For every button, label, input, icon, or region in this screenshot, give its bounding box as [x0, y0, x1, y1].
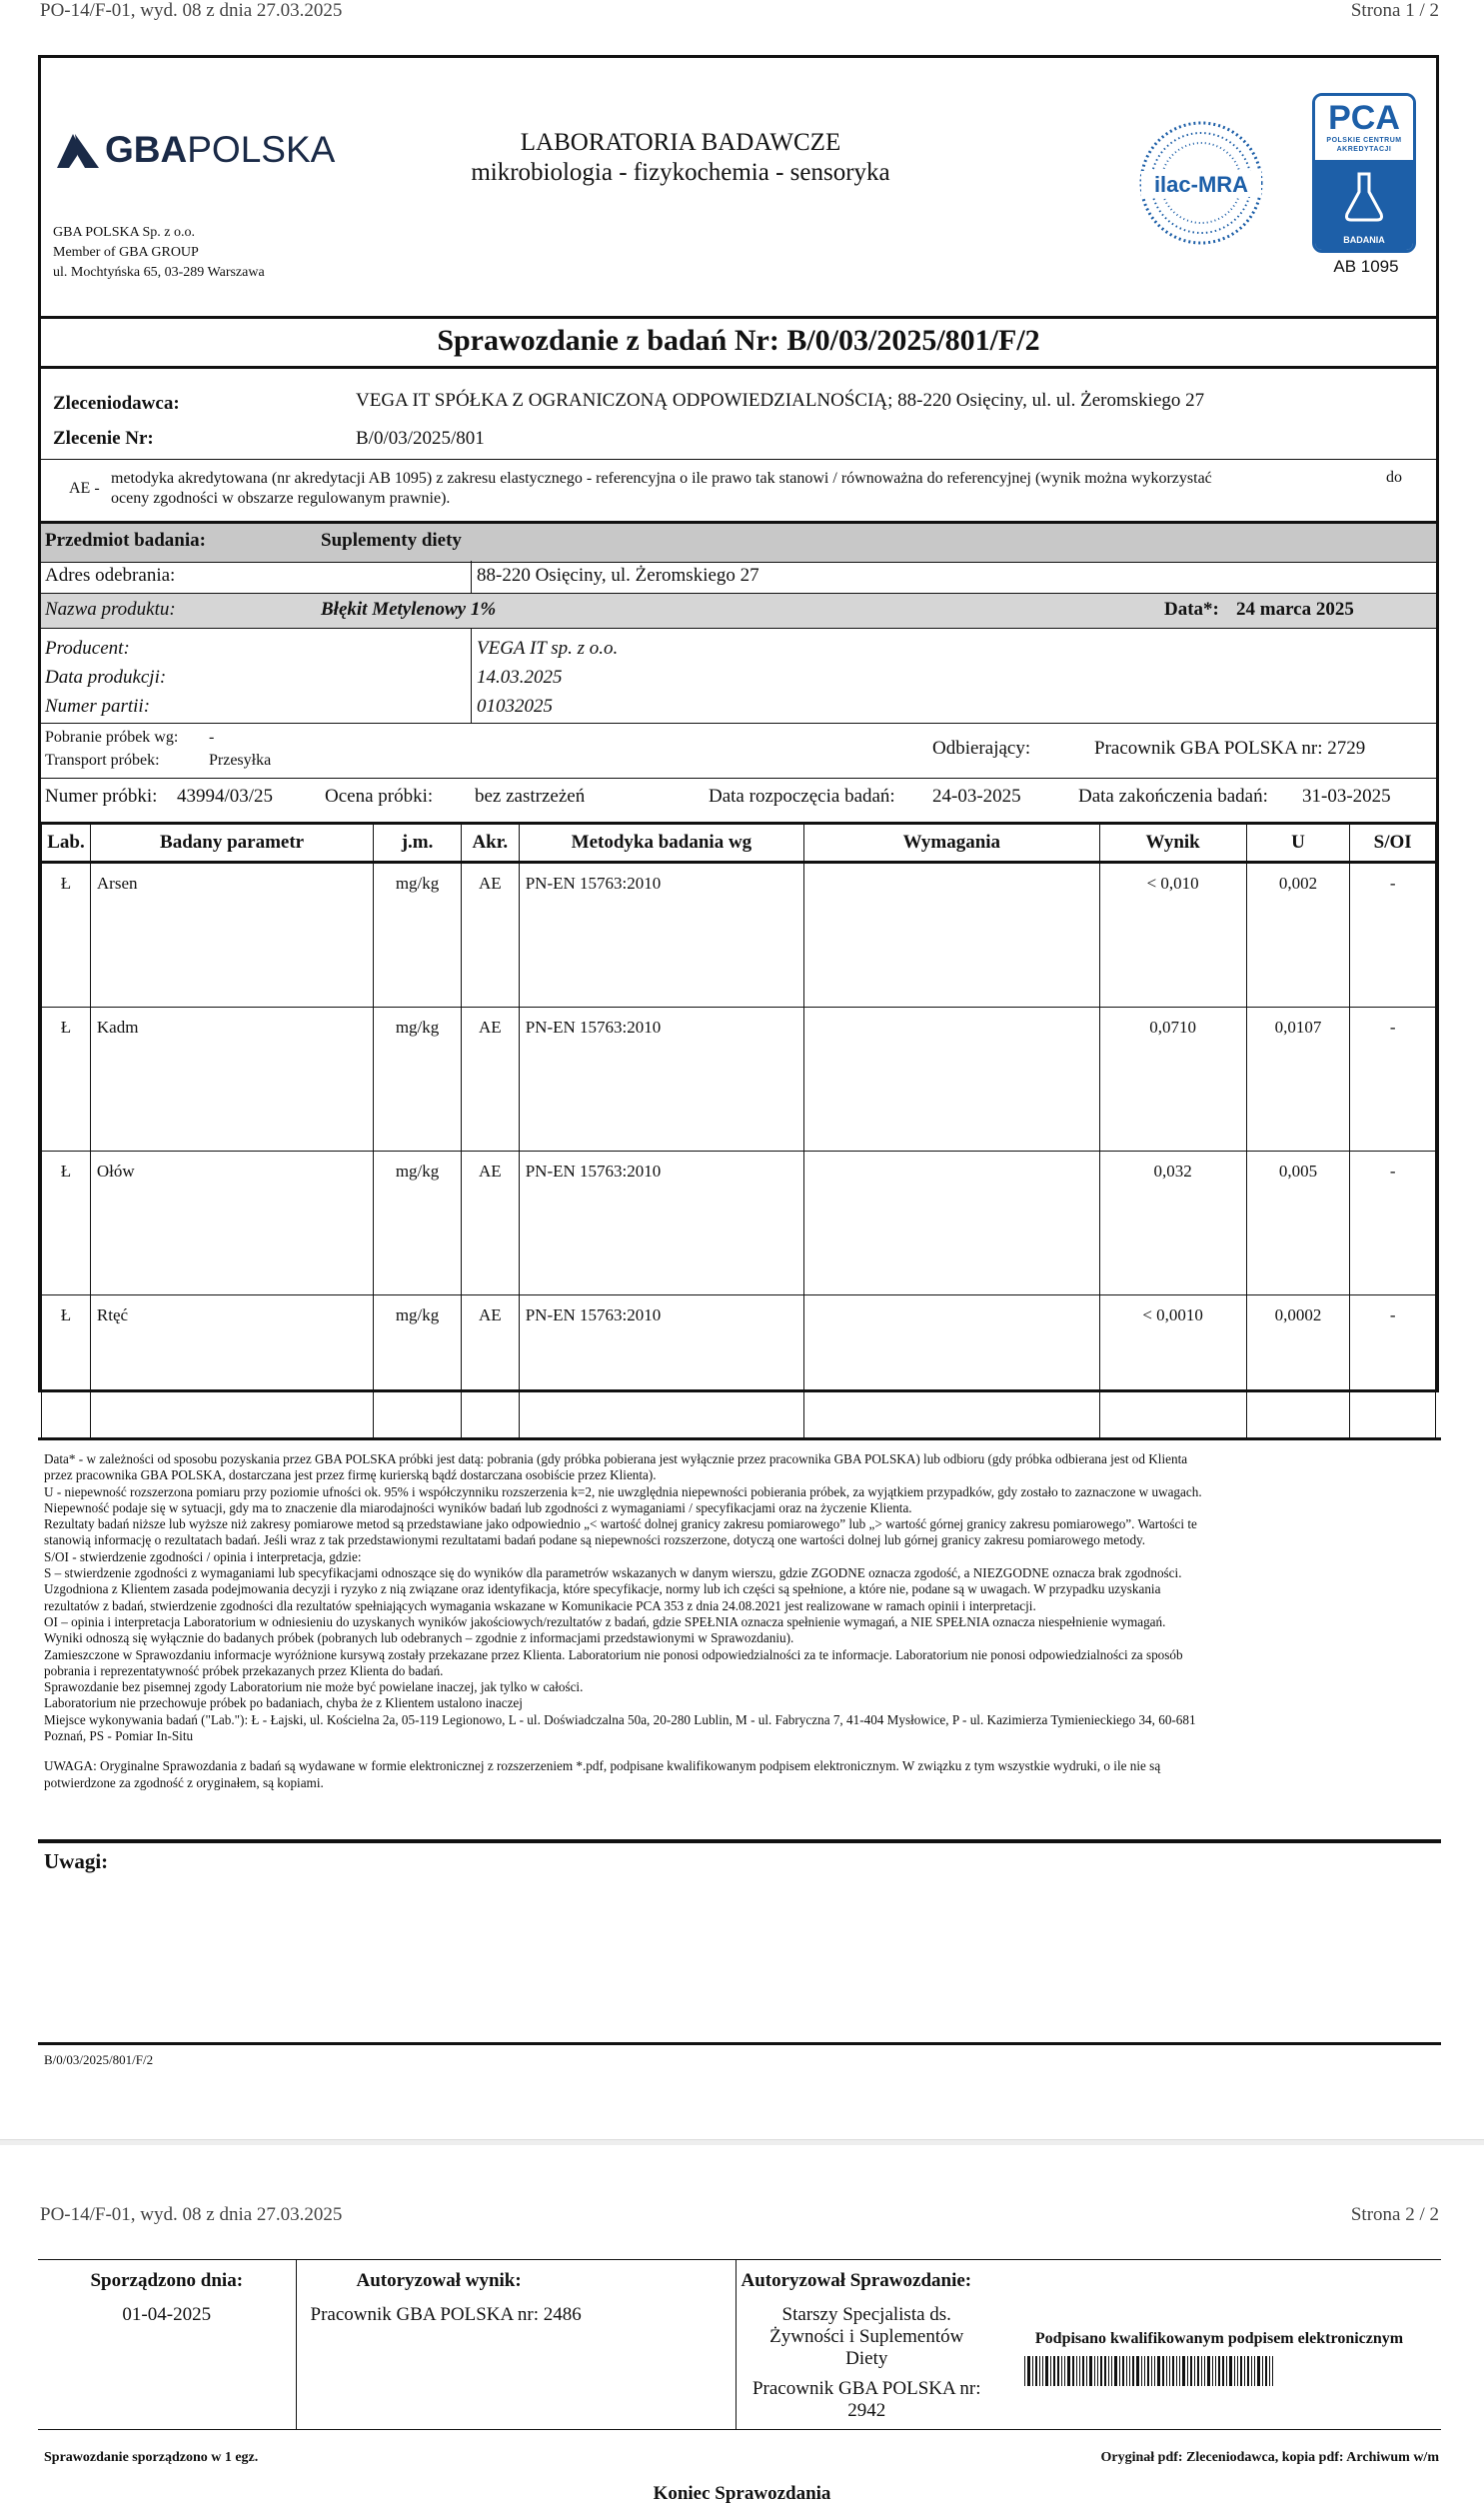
sample-number-label: Numer próbki:	[45, 786, 158, 807]
table-row	[42, 1152, 1436, 1295]
cell-parameter: Rtęć	[90, 1295, 373, 1439]
barcode-bar	[1104, 2356, 1106, 2386]
barcode-bar	[1053, 2356, 1055, 2386]
cell-accreditation: AE	[461, 1295, 519, 1439]
barcode-bar	[1229, 2356, 1232, 2386]
barcode-bar	[1190, 2356, 1192, 2386]
footnote-line: Niepewność podaje się w sytuacji, gdy ma to znaczenie dla miarodajności wyników badań lub zgodności z wymaganiami / specyfikacjami oraz na życzenie Klienta.	[44, 1499, 912, 1515]
ae-do: do	[1386, 469, 1402, 486]
cell-soi: -	[1350, 1008, 1436, 1152]
form-code: PO-14/F-01, wyd. 08 z dnia 27.03.2025	[40, 0, 343, 21]
barcode-bar	[1197, 2356, 1199, 2386]
report-authorizer-role-l3: Diety	[845, 2348, 888, 2369]
footnote-line: rezultatów z badań, stwierdzenie zgodności dla rezultatów spełniających wymagania wskazane w Komunikacie PCA 353 z dnia 24.08.2021 jest realizowane w ramach opinii i interpretacji.	[44, 1597, 1036, 1613]
footnote-line: Laboratorium nie przechowuje próbek po badaniach, chyba że z Klientem ustalono inaczej	[44, 1695, 523, 1711]
barcode-bar	[1032, 2356, 1033, 2386]
company-name: GBA POLSKA Sp. z o.o.	[53, 225, 195, 240]
col-uncertainty: U	[1246, 824, 1350, 863]
barcode-bar	[1097, 2356, 1098, 2386]
end-date-label: Data zakończenia badań:	[1078, 786, 1268, 807]
cell-result: < 0,0010	[1099, 1295, 1246, 1439]
footnote-line: Sprawozdanie bez pisemnej zgody Laboratorium nie może być powielane inaczej, jak tylko w całości.	[44, 1679, 584, 1695]
barcode-bar	[1067, 2356, 1070, 2386]
warning-line1: UWAGA: Oryginalne Sprawozdania z badań są wydawane w formie elektronicznej z rozszerzeniem *.pdf, podpisane kwalifikowanym podpisem elektronicznym. W związku z tym wszystkie wydruki, o ile nie są	[44, 1758, 1161, 1774]
sample-date-label: Data*:	[1164, 599, 1219, 620]
footnote-line: stanowią informację o rezultatach badań. Jeśli wraz z tak przedstawionymi rezultatami badań podane są niepewności rozszerzone, dotyczą one wartości dolnej lub górnej granicy zakresu pomiarowego metody.	[44, 1532, 1146, 1548]
sampling-value: -	[209, 729, 215, 746]
barcode-bar	[1086, 2356, 1087, 2386]
cell-uncertainty: 0,002	[1246, 863, 1350, 1008]
barcode-bar	[1162, 2356, 1164, 2386]
ilac-mra-logo	[1136, 118, 1266, 248]
barcode-bar	[1226, 2356, 1227, 2386]
end-of-report: Koniec Sprawozdania	[653, 2483, 831, 2504]
barcode-bar	[1147, 2356, 1149, 2386]
barcode-bar	[1039, 2356, 1040, 2386]
barcode-bar	[1050, 2356, 1051, 2386]
start-date-label: Data rozpoczęcia badań:	[709, 786, 895, 807]
client-label: Zleceniodawca:	[53, 393, 180, 414]
client-value: VEGA IT SPÓŁKA Z OGRANICZONĄ ODPOWIEDZIALNOŚCIĄ; 88-220 Osięciny, ul. ul. Żeromskiego 27	[356, 390, 1205, 411]
original-note: Oryginał pdf: Zleceniodawca, kopia pdf: Archiwum w/m	[1100, 2450, 1439, 2465]
producer-label: Producent:	[45, 638, 130, 659]
footnote-line: Wyniki odnoszą się wyłącznie do badanych próbek (pobranych lub odebranych – zgodnie z informacjami przedstawionymi w Sprawozdaniu).	[44, 1630, 794, 1646]
sample-assessment-label: Ocena próbki:	[325, 786, 434, 807]
sample-assessment-value: bez zastrzeżeń	[475, 786, 586, 807]
gba-logo-icon	[55, 130, 105, 170]
batch-value: 01032025	[477, 696, 553, 717]
ae-text-line2: oceny zgodności w obszarze regulowanym prawnie).	[111, 490, 451, 507]
barcode-bar	[1237, 2356, 1238, 2386]
pca-subtitle: POLSKIE CENTRUM AKREDYTACJI	[1326, 137, 1402, 153]
barcode-bar	[1064, 2356, 1065, 2386]
footnote-line: S – stwierdzenie zgodności z wymaganiami lub specyfikacjami odnoszące się do wyników dla parametrów wskazanych w danym wierszu, gdzie ZGODNE oznacza zgodość, a NIEZGODNE oznacza brak zgodności.	[44, 1565, 1182, 1581]
report-authorizer-emp-l2: 2942	[847, 2400, 886, 2421]
cell-requirements	[804, 1295, 1099, 1439]
barcode-bar	[1072, 2356, 1074, 2386]
barcode-bar	[1024, 2356, 1025, 2386]
e-signature-text: Podpisano kwalifikowanym podpisem elektronicznym	[1034, 2330, 1404, 2347]
table-row	[42, 1008, 1436, 1152]
barcode-bar	[1212, 2356, 1213, 2386]
end-date-value: 31-03-2025	[1302, 786, 1391, 807]
footnotes	[44, 1451, 1438, 1791]
receiver-value: Pracownik GBA POLSKA nr: 2729	[1094, 738, 1366, 759]
production-date-value: 14.03.2025	[477, 667, 563, 688]
lab-title-line1: LABORATORIA BADAWCZE	[520, 129, 841, 156]
barcode-bar	[1057, 2356, 1059, 2386]
barcode-bar	[1179, 2356, 1180, 2386]
receiver-label: Odbierający:	[932, 738, 1031, 759]
col-soi: S/OI	[1350, 824, 1436, 863]
footnote-line: Uzgodniona z Klientem zasada podejmowania decyzji i ryzyko z nią związane oraz identyfikacja, które specyfikacje, normy lub ich części są spełnione, a które nie, podane są w uwagach. W przypadku uzyskania	[44, 1581, 1161, 1597]
barcode-bar	[1035, 2356, 1037, 2386]
company-info	[53, 223, 265, 283]
cell-uncertainty: 0,0002	[1246, 1295, 1350, 1439]
cell-accreditation: AE	[461, 1152, 519, 1295]
authorized-result-value: Pracownik GBA POLSKA nr: 2486	[310, 2304, 582, 2325]
cell-soi: -	[1350, 863, 1436, 1008]
order-value: B/0/03/2025/801	[356, 428, 485, 449]
barcode-bar	[1247, 2356, 1249, 2386]
cell-requirements	[804, 863, 1099, 1008]
lab-title	[371, 128, 990, 188]
cell-parameter: Arsen	[90, 863, 373, 1008]
barcode-bar	[1157, 2356, 1160, 2386]
barcode-bar	[1215, 2356, 1216, 2386]
footer-report-ref: B/0/03/2025/801/F/2	[44, 2052, 154, 2067]
lab-title-line2: mikrobiologia - fizykochemia - sensoryka	[471, 159, 890, 186]
col-requirements: Wymagania	[804, 824, 1099, 863]
accreditation-number: AB 1095	[1333, 257, 1399, 276]
barcode-bar	[1076, 2356, 1077, 2386]
cell-requirements	[804, 1008, 1099, 1152]
subject-label: Przedmiot badania:	[45, 530, 206, 551]
flask-icon	[1339, 166, 1389, 226]
barcode-bar	[1042, 2356, 1043, 2386]
barcode-bar	[1141, 2356, 1142, 2386]
barcode-bar	[1114, 2356, 1117, 2386]
cell-parameter: Ołów	[90, 1152, 373, 1295]
report-title: Sprawozdanie z badań Nr: B/0/03/2025/801/F/2	[437, 324, 1040, 357]
footnote-line: przez pracownika GBA POLSKA, dostarczana jest przez firmę kurierską bądź dostarczana osobiście przez Klienta).	[44, 1467, 657, 1483]
product-label: Nazwa produktu:	[45, 599, 176, 620]
producer-value: VEGA IT sp. z o.o.	[477, 638, 619, 659]
cell-requirements	[804, 1152, 1099, 1295]
transport-value: Przesyłka	[209, 752, 272, 769]
warning-line2: potwierdzone za zgodność z oryginałem, są kopiami.	[44, 1774, 324, 1790]
form-code-page2: PO-14/F-01, wyd. 08 z dnia 27.03.2025	[40, 2204, 343, 2225]
page-number-page2: Strona 2 / 2	[1350, 2204, 1439, 2225]
pca-logo-text: PCA	[1328, 99, 1400, 137]
barcode-bar	[1126, 2356, 1127, 2386]
barcode-bar	[1154, 2356, 1155, 2386]
col-result: Wynik	[1099, 824, 1246, 863]
company-address: ul. Mochtyńska 65, 03-289 Warszawa	[53, 265, 265, 280]
pca-accreditation-badge	[1312, 93, 1420, 276]
barcode-bar	[1089, 2356, 1092, 2386]
footnote-line: Data* - w zależności od sposobu pozyskania przez GBA POLSKA próbki jest datą: pobrania (gdy próbka pobierana jest wyłącznie przez pracownika GBA POLSKA) lub odbioru (gdy próbka odbierana jest od Klienta	[44, 1451, 1188, 1466]
footnote-line: OI – opinia i interpretacja Laboratorium w odniesieniu do uzyskanych wyników jakościowych/rezultatów z badań, gdzie SPEŁNIA oznacza spełnienie wymagań, a NIE SPEŁNIA oznacza niespełnienie wymagań.	[44, 1613, 1166, 1629]
barcode-bar	[1265, 2356, 1267, 2386]
report-authorizer-role-l1: Starszy Specjalista ds.	[781, 2304, 951, 2325]
batch-label: Numer partii:	[45, 696, 151, 717]
cell-accreditation: AE	[461, 863, 519, 1008]
report-authorizer-role-l2: Żywności i Suplementów	[769, 2326, 964, 2347]
report-authorizer-emp-l1: Pracownik GBA POLSKA nr:	[751, 2378, 981, 2399]
transport-label: Transport próbek:	[45, 752, 160, 769]
cell-accreditation: AE	[461, 1008, 519, 1152]
cell-result: 0,032	[1099, 1152, 1246, 1295]
e-signature-cell	[997, 2260, 1441, 2430]
barcode-bar	[1169, 2356, 1170, 2386]
barcode-bar	[1272, 2356, 1273, 2386]
pca-badania: BADANIA	[1343, 235, 1385, 245]
gba-logo	[55, 128, 335, 172]
footnote-line: Poznań, PS - Pomiar In-Situ	[44, 1728, 194, 1744]
address-label: Adres odebrania:	[45, 565, 176, 586]
results-table	[41, 822, 1436, 1438]
col-accreditation: Akr.	[461, 824, 519, 863]
footnote-line: Miejsce wykonywania badań ("Lab."): Ł - Łajski, ul. Kościelna 2a, 05-119 Legionowo, L - ul. Doświadczalna 50a, 20-280 Lublin, M - ul. Fabryczna 7, 41-404 Mysłowice, P - ul. Kazimierza Tymienieckiego 34, 60-681	[44, 1711, 1196, 1727]
results-header-row	[42, 824, 1436, 863]
barcode-bar	[1111, 2356, 1112, 2386]
table-row	[42, 863, 1436, 1008]
barcode-bar	[1201, 2356, 1202, 2386]
ilac-mra-icon	[1136, 118, 1266, 248]
barcode-bar	[1061, 2356, 1062, 2386]
barcode-bar	[1079, 2356, 1080, 2386]
barcode-bar	[1045, 2356, 1048, 2386]
company-group: Member of GBA GROUP	[53, 245, 199, 260]
cell-result: < 0,010	[1099, 863, 1246, 1008]
address-value: 88-220 Osięciny, ul. Żeromskiego 27	[477, 565, 759, 586]
barcode-bar	[1244, 2356, 1245, 2386]
barcode-bar	[1269, 2356, 1270, 2386]
barcode-bar	[1129, 2356, 1130, 2386]
barcode-bar	[1222, 2356, 1224, 2386]
barcode-bar	[1251, 2356, 1252, 2386]
barcode-bar	[1240, 2356, 1242, 2386]
cell-method: PN-EN 15763:2010	[519, 1152, 803, 1295]
cell-lab: Ł	[42, 1295, 91, 1439]
cell-lab: Ł	[42, 1152, 91, 1295]
prepared-date: 01-04-2025	[122, 2304, 212, 2325]
authorized-result-cell	[296, 2260, 736, 2430]
product-value: Błękit Metylenowy 1%	[321, 599, 497, 620]
cell-method: PN-EN 15763:2010	[519, 863, 803, 1008]
cell-uncertainty: 0,005	[1246, 1152, 1350, 1295]
barcode-bar	[1132, 2356, 1134, 2386]
cell-unit: mg/kg	[374, 1008, 462, 1152]
col-unit: j.m.	[374, 824, 462, 863]
barcode-bar	[1172, 2356, 1174, 2386]
ae-text	[111, 469, 1350, 509]
cell-parameter: Kadm	[90, 1008, 373, 1152]
ae-text-line1: metodyka akredytowana (nr akredytacji AB 1095) z zakresu elastycznego - referencyjna o ile prawo tak stanowi / równoważna do referencyjnej (wynik można wykorzystać	[111, 470, 1212, 487]
cell-method: PN-EN 15763:2010	[519, 1295, 803, 1439]
barcode-bar	[1262, 2356, 1263, 2386]
barcode-bar	[1027, 2356, 1030, 2386]
prepared-cell	[38, 2260, 296, 2430]
col-lab: Lab.	[42, 824, 91, 863]
authorized-report-cell	[736, 2260, 997, 2430]
barcode-bar	[1151, 2356, 1152, 2386]
authorized-report-label: Autoryzował Sprawozdanie:	[741, 2270, 972, 2291]
cell-soi: -	[1350, 1152, 1436, 1295]
logo-rest: POLSKA	[187, 129, 336, 170]
barcode-bar	[1119, 2356, 1120, 2386]
barcode-bar	[1257, 2356, 1260, 2386]
barcode-bar	[1176, 2356, 1177, 2386]
col-parameter: Badany parametr	[90, 824, 373, 863]
barcode-bar	[1094, 2356, 1095, 2386]
barcode-bar	[1234, 2356, 1235, 2386]
barcode-bar	[1207, 2356, 1210, 2386]
footnote-line: Zamieszczone w Sprawozdaniu informacje wyróżnione kursywą zostały przekazane przez Klienta. Laboratorium nie ponosi odpowiedzialności za te informacje. Laboratorium nie ponosi odpowiedzialności za sposób	[44, 1646, 1183, 1662]
sampling-label: Pobranie próbek wg:	[45, 729, 179, 746]
footnote-line: pobrania i reprezentatywność próbek przekazanych przez Klienta do badań.	[44, 1662, 444, 1678]
logo-bold: GBA	[105, 129, 188, 170]
remarks-label: Uwagi:	[44, 1849, 109, 1873]
footnote-line: S/OI - stwierdzenie zgodności / opinia i interpretacja, gdzie:	[44, 1548, 362, 1564]
barcode-bar	[1136, 2356, 1139, 2386]
sample-date-value: 24 marca 2025	[1236, 599, 1354, 620]
footnote-line: Rezultaty badań niższe lub wyższe niż zakresy pomiarowe metod są przedstawiane jako odpowiednio „< wartość dolnej granicy zakresu pomiarowego” lub „> wartość górnej granicy zakresu pomiarowego”. Wartości te	[44, 1516, 1197, 1532]
barcode-bar	[1194, 2356, 1195, 2386]
barcode-bar	[1082, 2356, 1084, 2386]
barcode-bar	[1144, 2356, 1145, 2386]
page-number: Strona 1 / 2	[1350, 0, 1439, 21]
sample-number-value: 43994/03/25	[177, 786, 274, 807]
barcode-bar	[1166, 2356, 1167, 2386]
barcode-bar	[1204, 2356, 1205, 2386]
cell-result: 0,0710	[1099, 1008, 1246, 1152]
signature-barcode	[1024, 2356, 1414, 2386]
barcode-bar	[1122, 2356, 1124, 2386]
signature-table	[38, 2259, 1441, 2430]
cell-lab: Ł	[42, 863, 91, 1008]
barcode-bar	[1254, 2356, 1255, 2386]
footnote-line: U - niepewność rozszerzona pomiaru przy poziomie ufności ok. 95% i współczynniku rozszerzenia k=2, nie uwzględnia niepewności pobierania próbek, za wyjątkiem przypadków, gdy zostało to zaznaczone w uwagach.	[44, 1483, 1202, 1499]
cell-unit: mg/kg	[374, 1295, 462, 1439]
barcode-bar	[1182, 2356, 1185, 2386]
cell-soi: -	[1350, 1295, 1436, 1439]
barcode-bar	[1108, 2356, 1109, 2386]
barcode-bar	[1218, 2356, 1220, 2386]
cell-lab: Ł	[42, 1008, 91, 1152]
start-date-value: 24-03-2025	[932, 786, 1021, 807]
page-break	[0, 2139, 1484, 2145]
cell-uncertainty: 0,0107	[1246, 1008, 1350, 1152]
col-method: Metodyka badania wg	[519, 824, 803, 863]
svg-text:ilac-MRA: ilac-MRA	[1153, 172, 1249, 197]
ae-code: AE -	[69, 480, 100, 497]
barcode-bar	[1187, 2356, 1188, 2386]
production-date-label: Data produkcji:	[45, 667, 167, 688]
order-label: Zlecenie Nr:	[53, 428, 154, 449]
cell-unit: mg/kg	[374, 863, 462, 1008]
subject-value: Suplementy diety	[321, 530, 462, 551]
cell-unit: mg/kg	[374, 1152, 462, 1295]
prepared-label: Sporządzono dnia:	[90, 2270, 244, 2291]
copies-note: Sprawozdanie sporządzono w 1 egz.	[44, 2450, 259, 2465]
cell-method: PN-EN 15763:2010	[519, 1008, 803, 1152]
report-frame	[38, 55, 1439, 1392]
authorized-result-label: Autoryzował wynik:	[356, 2270, 522, 2291]
barcode-bar	[1100, 2356, 1102, 2386]
table-row	[42, 1295, 1436, 1439]
